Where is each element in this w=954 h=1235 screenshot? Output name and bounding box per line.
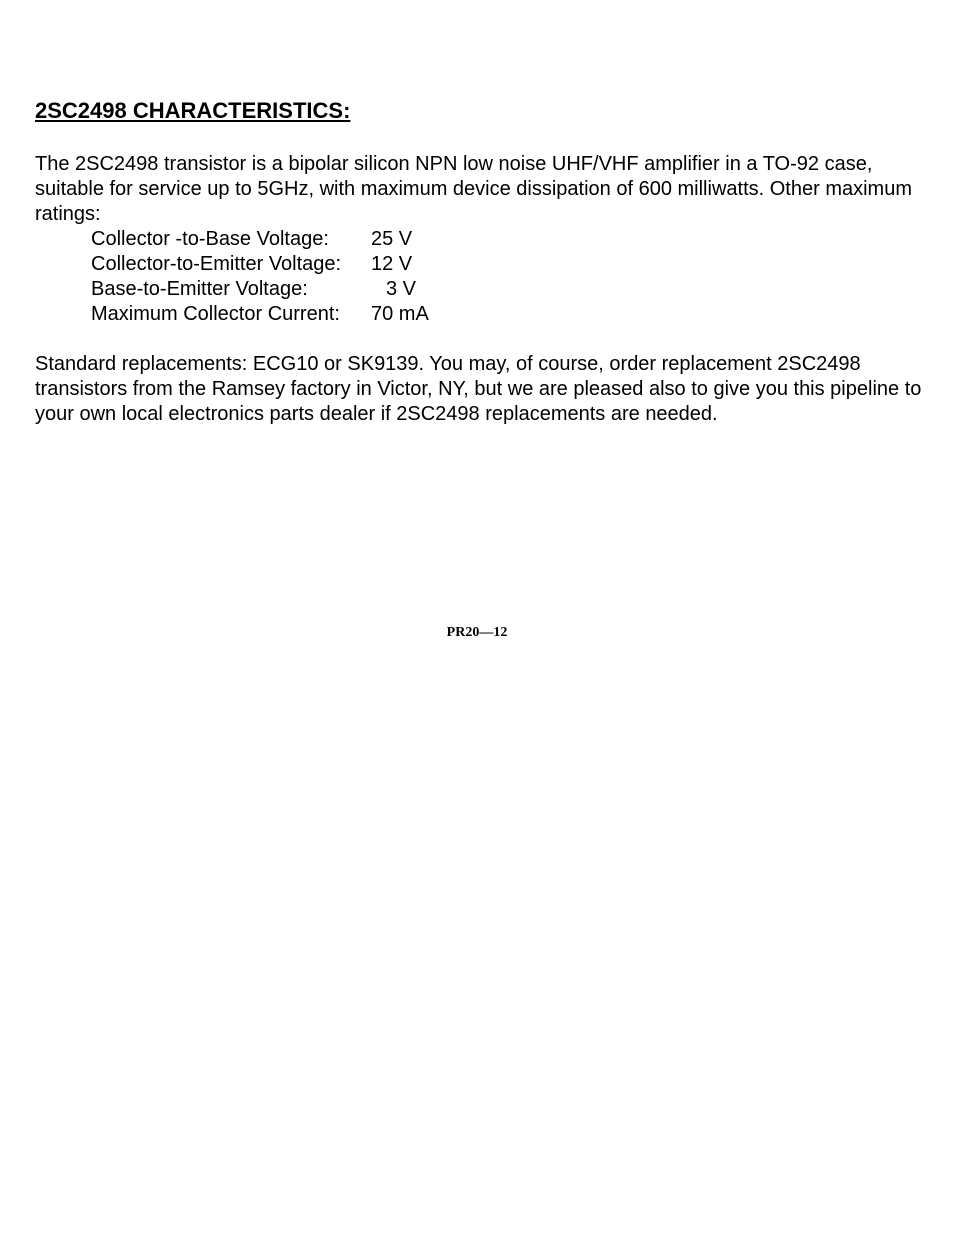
ratings-list [91,227,925,327]
rating-value: 12 V [371,253,413,275]
rating-row [91,277,925,302]
rating-row [91,227,925,252]
rating-value: 70 mA [371,303,429,325]
rating-label: Collector-to-Emitter Voltage: [91,253,342,275]
document-body [35,96,925,427]
replacements-paragraph: Standard replacements: ECG10 or SK9139. You may, of course, order replacement 2SC2498 transistors from the Ramsey factory in Victor, NY, but we are pleased also to give you this pipeline to your own local electronics parts dealer if 2SC2498 replacements are needed. [35,353,922,425]
rating-value: 25 V [371,228,413,250]
rating-row [91,302,925,327]
rating-label: Base-to-Emitter Voltage: [91,278,308,300]
rating-value: 3 V [385,278,416,300]
rating-label: Maximum Collector Current: [91,303,340,325]
rating-label: Collector -to-Base Voltage: [91,228,329,250]
page-number: PR20—12 [446,625,508,640]
intro-paragraph: The 2SC2498 transistor is a bipolar silicon NPN low noise UHF/VHF amplifier in a TO-92 case, suitable for service up to 5GHz, with maximum device dissipation of 600 milliwatts. Other maximum ratings: [35,153,912,225]
rating-row [91,252,925,277]
section-heading: 2SC2498 CHARACTERISTICS: [35,98,351,123]
